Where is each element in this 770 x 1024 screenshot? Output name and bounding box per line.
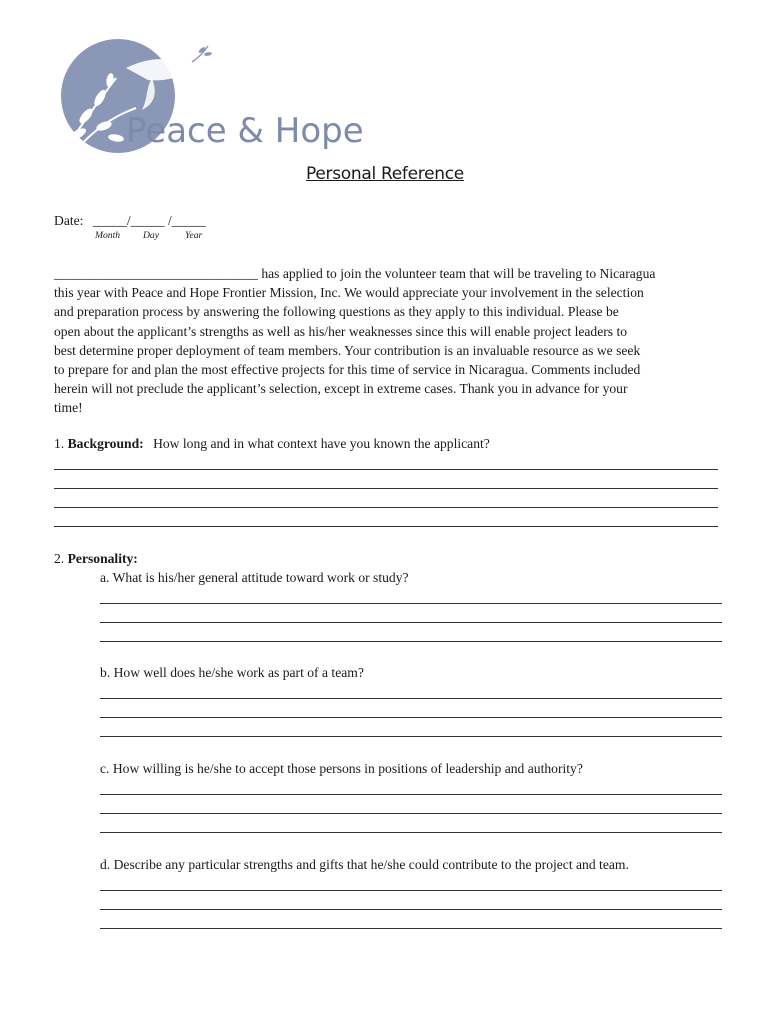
date-label: Date: — [54, 213, 84, 228]
intro-line: open about the applicant’s strengths as well as his/her weaknesses since this will enable project leaders to — [54, 323, 628, 339]
question-heading: Background: — [67, 436, 144, 451]
subquestion-attitude: a. What is his/her general attitude toward work or study? — [100, 570, 409, 585]
question-number: 1. — [54, 436, 65, 451]
date-row — [54, 211, 206, 230]
question-number: 2. — [54, 551, 65, 566]
intro-line: and preparation process by answering the following questions as they apply to this individual. Please be — [54, 304, 619, 320]
page-title: Personal Reference — [306, 164, 464, 184]
question-background — [54, 436, 490, 452]
answer-line[interactable] — [100, 794, 722, 795]
applicant-name-field[interactable]: ______________________________ — [54, 266, 258, 281]
intro-line: time! — [54, 400, 83, 416]
question-heading: Personality: — [67, 551, 138, 566]
answer-line[interactable] — [100, 890, 722, 891]
answer-line[interactable] — [54, 507, 718, 508]
intro-line: herein will not preclude the applicant’s selection, except in extreme cases. Thank you in advance for your — [54, 381, 628, 397]
intro-line: best determine proper deployment of team members. Your contribution is an invaluable resource as we seek — [54, 342, 641, 358]
date-field[interactable]: _____/_____ /_____ — [92, 213, 206, 228]
answer-line[interactable] — [100, 717, 722, 718]
date-year-label: Year — [185, 230, 203, 241]
answer-line[interactable] — [100, 736, 722, 737]
answer-line[interactable] — [100, 641, 722, 642]
answer-line[interactable] — [100, 909, 722, 910]
answer-line[interactable] — [54, 469, 718, 470]
date-month-label: Month — [95, 230, 121, 241]
intro-line: has applied to join the volunteer team that will be traveling to Nicaragua — [261, 266, 656, 281]
question-personality — [54, 551, 138, 567]
answer-line[interactable] — [100, 698, 722, 699]
date-day-label: Day — [143, 230, 159, 241]
intro-paragraph — [54, 264, 724, 418]
answer-line[interactable] — [100, 832, 722, 833]
subquestion-strengths: d. Describe any particular strengths and gifts that he/she could contribute to the project and team. — [100, 857, 629, 872]
subquestion-authority: c. How willing is he/she to accept those persons in positions of leadership and authority? — [100, 761, 583, 776]
answer-line[interactable] — [100, 603, 722, 604]
intro-line: this year with Peace and Hope Frontier Mission, Inc. We would appreciate your involvement in the selection — [54, 285, 644, 301]
question-text: How long and in what context have you known the applicant? — [153, 436, 490, 451]
subquestion-teamwork: b. How well does he/she work as part of a team? — [100, 665, 364, 680]
answer-line[interactable] — [54, 488, 718, 489]
answer-line[interactable] — [100, 622, 722, 623]
answer-line[interactable] — [100, 813, 722, 814]
intro-line: to prepare for and plan the most effective projects for this time of service in Nicaragua. Comments included — [54, 362, 641, 378]
answer-line[interactable] — [54, 526, 718, 527]
peace-and-hope-logo — [56, 38, 364, 160]
logo-text: Peace & Hope — [126, 111, 364, 151]
answer-line[interactable] — [100, 928, 722, 929]
